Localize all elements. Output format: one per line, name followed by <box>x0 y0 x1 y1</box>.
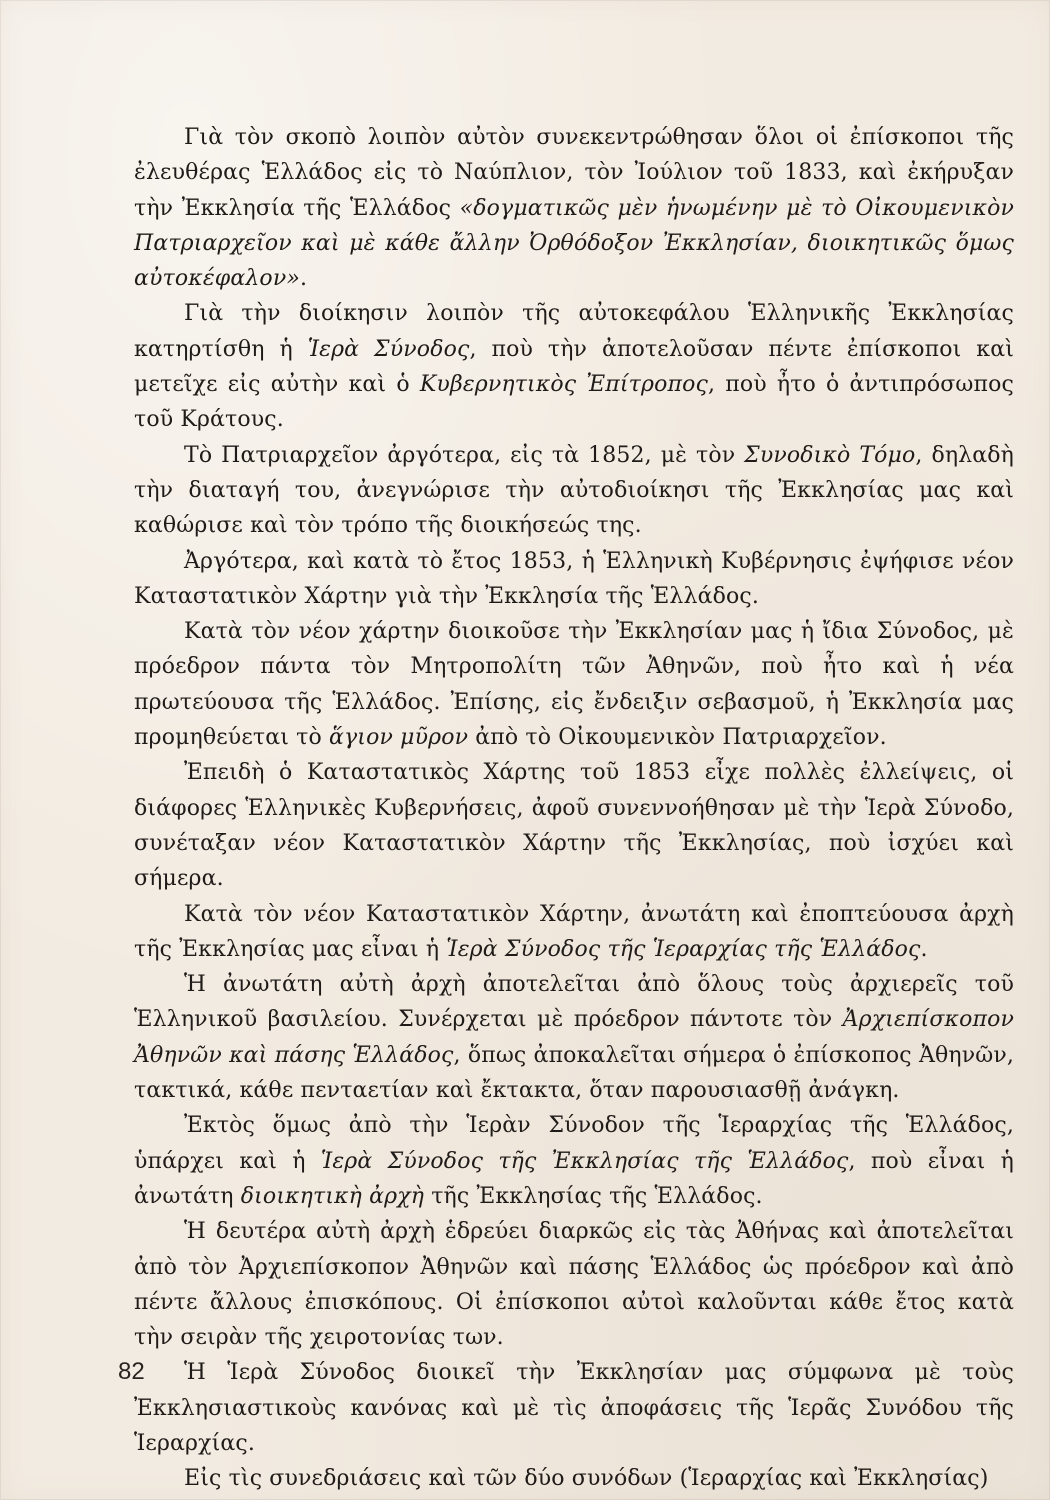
paragraph <box>134 967 1014 1108</box>
text-run: . <box>920 936 928 962</box>
text-run: Ἡ Ἱερὰ Σύνοδος διοικεῖ τὴν Ἐκκλησίαν μας σύμφωνα μὲ τοὺς Ἐκκλησιαστικοὺς κανόνας καὶ μὲ τὶς ἀποφάσεις τῆς Ἱερᾶς Συνόδου τῆς Ἱεραρχίας. <box>134 1360 1014 1456</box>
text-run: Τὸ Πατριαρχεῖον ἀργότερα, εἰς τὰ 1852, μὲ τὸν <box>184 442 745 468</box>
paragraph <box>134 614 1014 755</box>
italic-text: διοικητικὴ ἀρχὴ <box>240 1183 425 1209</box>
text-run: τῆς Ἐκκλησίας τῆς Ἑλλάδος. <box>424 1183 763 1209</box>
italic-text: ἅγιον μῦρον <box>329 725 469 751</box>
text-run: , ποὺ εἶναι ἡ ἀνωτάτη <box>134 1148 1014 1209</box>
text-run: Γιὰ τὸν σκοπὸ λοιπὸν αὐτὸν συνεκεντρώθησαν ὅλοι οἱ ἐπίσκοποι τῆς ἐλευθέρας Ἑλλάδος εἰς τὸ Ναύπλιον, τὸν Ἰούλιον τοῦ 1833, καὶ ἐκήρυξαν τὴν Ἐκκλησία τῆς Ἑλλάδος <box>134 125 1014 221</box>
text-run: Γιὰ τὴν διοίκησιν λοιπὸν τῆς αὐτοκεφάλου Ἑλληνικῆς Ἐκκλησίας κατηρτίσθη ἡ <box>134 301 1014 362</box>
text-run: Εἰς τὶς συνεδριάσεις καὶ τῶν δύο συνόδων (Ἱεραρχίας καὶ Ἐκκλησίας) <box>184 1466 989 1492</box>
paragraph <box>134 1108 1014 1214</box>
text-run: Ἐκτὸς ὅμως ἀπὸ τὴν Ἱερὰν Σύνοδον τῆς Ἱεραρχίας τῆς Ἑλλάδος, ὑπάρχει καὶ ἡ <box>134 1113 1014 1174</box>
paragraph <box>134 897 1014 968</box>
text-run: Ἐπειδὴ ὁ Καταστατικὸς Χάρτης τοῦ 1853 εἶχε πολλὲς ἐλλείψεις, οἱ διάφορες Ἑλληνικὲς Κυβερνήσεις, ἀφοῦ συνεννοήθησαν μὲ τὴν Ἱερὰ Σύνοδο, συνέταξαν νέον Καταστατικὸν Χάρτην τῆς Ἐκκλησίας, ποὺ ἰσχύει καὶ σήμερα. <box>134 760 1014 892</box>
italic-text: Ἀρχιεπίσκοπον Ἀθηνῶν καὶ πάσης Ἑλλάδος <box>134 1007 1014 1068</box>
text-run: Ἡ δευτέρα αὐτὴ ἀρχὴ ἑδρεύει διαρκῶς εἰς τὰς Ἀθήνας καὶ ἀποτελεῖται ἀπὸ τὸν Ἀρχιεπίσκοπον Ἀθηνῶν καὶ πάσης Ἑλλάδος ὡς πρόεδρον καὶ ἀπὸ πέντε ἄλλους ἐπισκόπους. Οἱ ἐπίσκοποι αὐτοὶ καλοῦνται κάθε ἔτος κατὰ τὴν σειρὰν τῆς χειροτονίας των. <box>134 1219 1014 1351</box>
text-run: . <box>299 266 308 292</box>
paragraph <box>134 1214 1014 1355</box>
italic-text: Κυβερνητικὸς Ἐπίτροπος <box>419 372 708 398</box>
italic-text: Ἱερὰ Σύνοδος <box>307 336 470 362</box>
paragraph <box>134 296 1014 437</box>
text-run: , ποὺ τὴν ἀποτελοῦσαν πέντε ἐπίσκοποι καὶ μετεῖχε εἰς αὐτὴν καὶ ὁ <box>134 336 1014 398</box>
text-run: Κατὰ τὸν νέον χάρτην διοικοῦσε τὴν Ἐκκλησίαν μας ἡ ἴδια Σύνοδος, μὲ πρόεδρον πάντα τὸν Μητροπολίτη τῶν Ἀθηνῶν, ποὺ ἦτο καὶ ἡ νέα πρωτεύουσα τῆς Ἑλλάδος. Ἐπίσης, εἰς ἔνδειξιν σεβασμοῦ, ἡ Ἐκκλησία μας προμηθεύεται τὸ <box>134 619 1014 751</box>
main-text-block <box>134 120 1014 1497</box>
page-number: 82 <box>118 1358 145 1385</box>
paragraph <box>134 120 1014 296</box>
text-run: Ἡ ἀνωτάτη αὐτὴ ἀρχὴ ἀποτελεῖται ἀπὸ ὅλους τοὺς ἀρχιερεῖς τοῦ Ἑλληνικοῦ βασιλείου. Συνέρχεται μὲ πρόεδρον πάντοτε τὸν <box>134 972 1014 1033</box>
paragraph <box>134 438 1014 544</box>
text-run: , δηλαδὴ τὴν διαταγή του, ἀνεγνώρισε τὴν αὐτοδιοίκησι τῆς Ἐκκλησίας μας καὶ καθώρισε καὶ τὸν τρόπο τῆς διοικήσεώς της. <box>134 442 1015 539</box>
text-run: Κατὰ τὸν νέον Καταστατικὸν Χάρτην, ἀνωτάτη καὶ ἐποπτεύουσα ἀρχὴ τῆς Ἐκκλησίας μας εἶναι ἡ <box>134 901 1014 962</box>
paragraph <box>134 1461 1014 1496</box>
text-run: , ὅπως ἀποκαλεῖται σήμερα ὁ ἐπίσκοπος Ἀθηνῶν, τακτικά, κάθε πενταετίαν καὶ ἔκτακτα, ὅταν παρουσιασθῇ ἀνάγκη. <box>134 1042 1015 1104</box>
italic-text: Ἱερὰ Σύνοδος τῆς Ἐκκλησίας τῆς Ἑλλάδος <box>320 1148 849 1174</box>
paragraph <box>134 544 1014 615</box>
paragraph <box>134 755 1014 896</box>
text-run: Ἀργότερα, καὶ κατὰ τὸ ἔτος 1853, ἡ Ἑλληνικὴ Κυβέρνησις ἐψήφισε νέον Καταστατικὸν Χάρτην γιὰ τὴν Ἐκκλησία τῆς Ἑλλάδος. <box>134 548 1014 609</box>
italic-text: Συνοδικὸ Τόμο <box>744 442 916 468</box>
italic-text: Ἱερὰ Σύνοδος τῆς Ἱεραρχίας τῆς Ἑλλάδος <box>446 936 921 962</box>
paragraph <box>134 1355 1014 1461</box>
text-run: , ποὺ ἦτο ὁ ἀντιπρόσωπος τοῦ Κράτους. <box>134 372 1014 433</box>
text-run: ἀπὸ τὸ Οἰκουμενικὸν Πατριαρχεῖον. <box>468 725 887 751</box>
italic-text: «δογματικῶς μὲν ἡνωμένην μὲ τὸ Οἰκουμενικὸν Πατριαρχεῖον καὶ μὲ κάθε ἄλλην Ὀρθόδοξον Ἐκκλησίαν, διοικητικῶς ὅμως αὐτοκέφαλον» <box>134 195 1014 292</box>
